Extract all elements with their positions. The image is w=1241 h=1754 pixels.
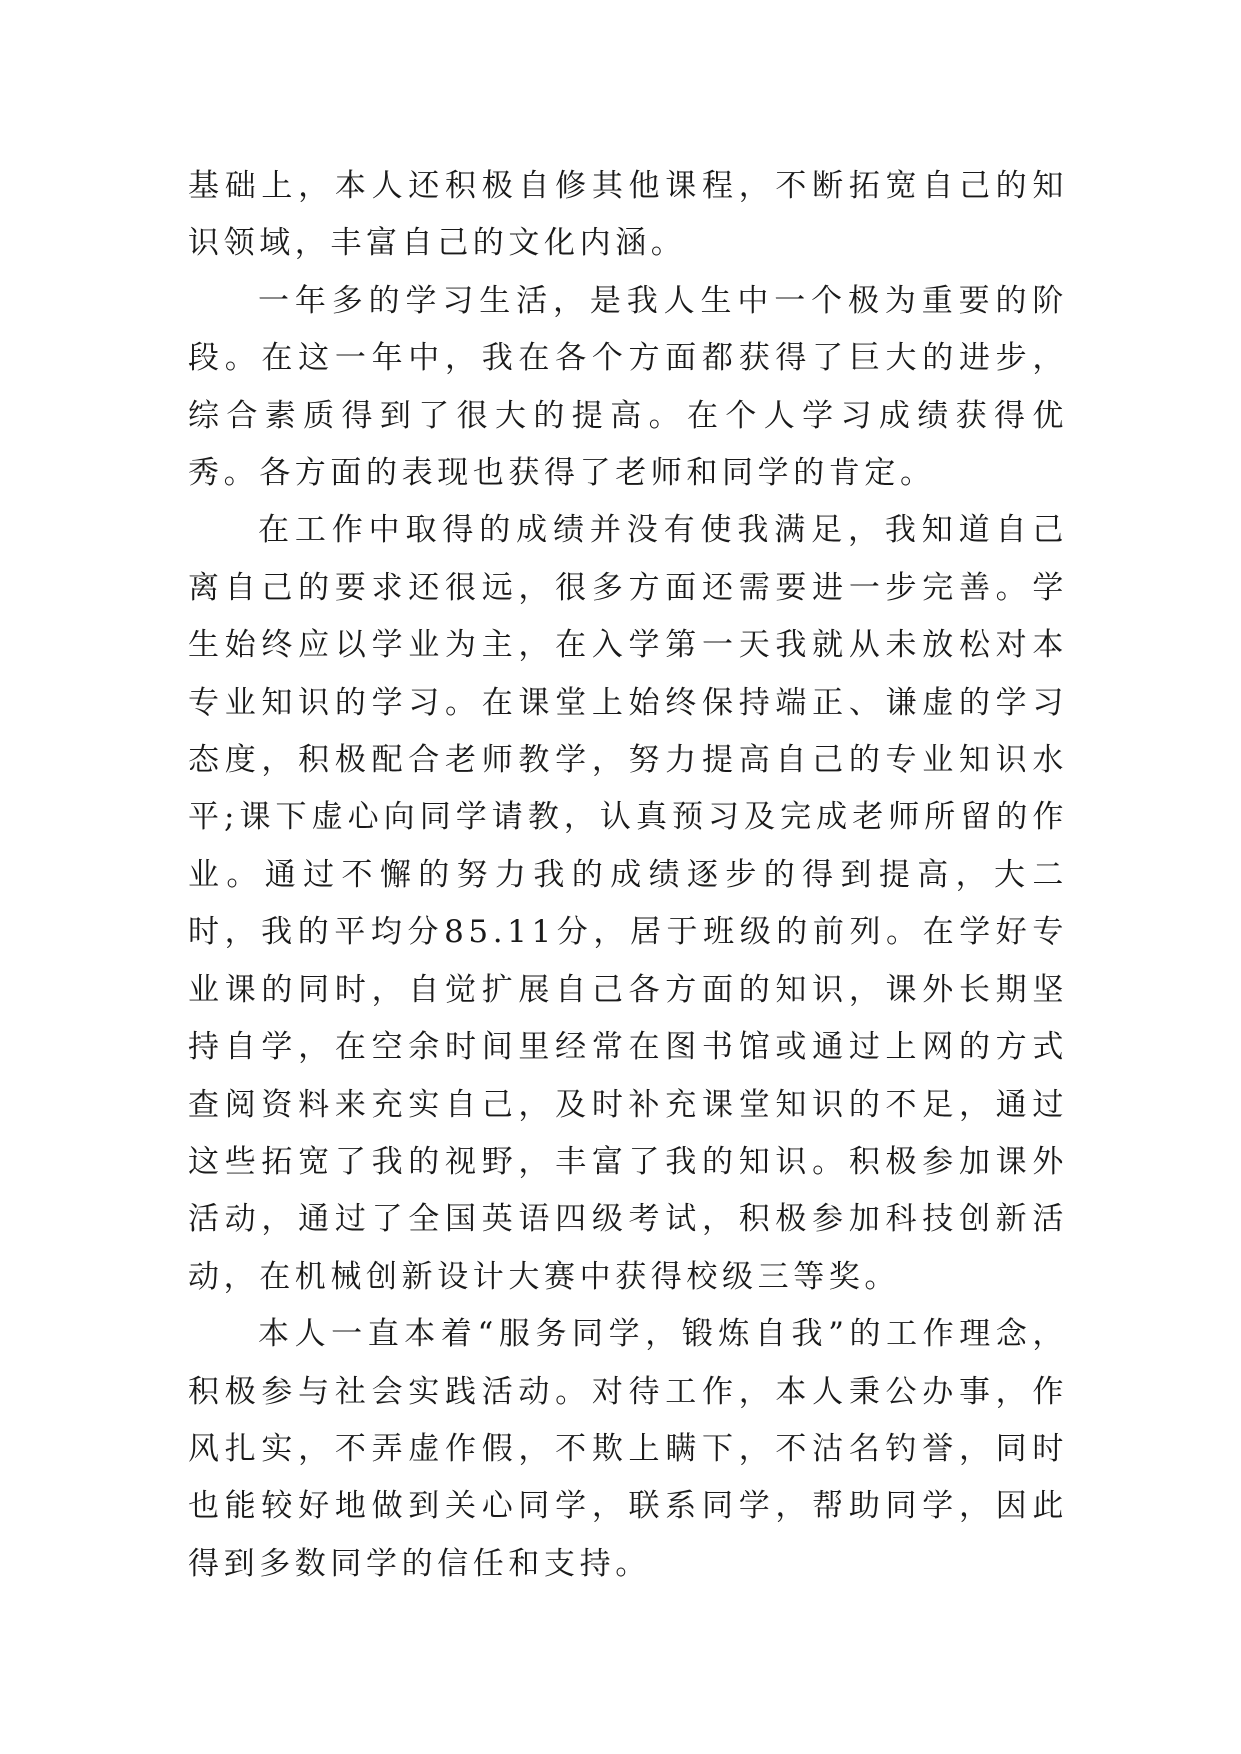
document-body <box>188 158 1068 1593</box>
paragraph-4: 本人一直本着“服务同学，锻炼自我”的工作理念，积极参与社会实践活动。对待工作，本人秉公办事，作风扎实，不弄虚作假，不欺上瞒下，不沽名钓誉，同时也能较好地做到关心同学，联系同学，帮助同学，因此得到多数同学的信任和支持。 <box>188 1316 1068 1582</box>
paragraph-3: 在工作中取得的成绩并没有使我满足，我知道自己离自己的要求还很远，很多方面还需要进一步完善。学生始终应以学业为主，在入学第一天我就从未放松对本专业知识的学习。在课堂上始终保持端正、谦虚的学习态度，积极配合老师教学，努力提高自己的专业知识水平;课下虚心向同学请教，认真预习及完成老师所留的作业。通过不懈的努力我的成绩逐步的得到提高，大二时，我的平均分85.11分，居于班级的前列。在学好专业课的同时，自觉扩展自己各方面的知识，课外长期坚持自学，在空余时间里经常在图书馆或通过上网的方式查阅资料来充实自己，及时补充课堂知识的不足，通过这些拓宽了我的视野，丰富了我的知识。积极参加课外活动，通过了全国英语四级考试，积极参加科技创新活动，在机械创新设计大赛中获得校级三等奖。 <box>188 512 1068 1295</box>
paragraph-1: 基础上，本人还积极自修其他课程，不断拓宽自己的知识领域，丰富自己的文化内涵。 <box>188 168 1068 262</box>
paragraph-2: 一年多的学习生活，是我人生中一个极为重要的阶段。在这一年中，我在各个方面都获得了巨大的进步，综合素质得到了很大的提高。在个人学习成绩获得优秀。各方面的表现也获得了老师和同学的肯定。 <box>188 282 1068 492</box>
